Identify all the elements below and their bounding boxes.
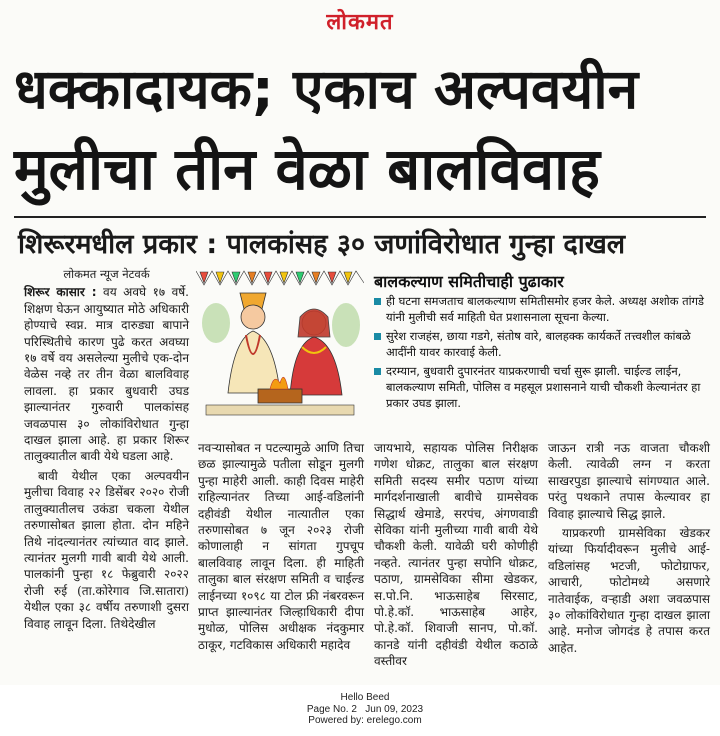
article-paragraph: जायभाये, सहायक पोलिस निरीक्षक गणेश धोक्रट, तालुका बाल संरक्षण समिती सदस्य समीर पठाण यांच्या मार्गदर्शनाखाली बावीचे ग्रामसेवक सिद्धार्थ खेमाडे, सरपंच, अंगणवाडी सेविका यांनी मुलीच्या गावी बावी येथे चौकशी केली. यावेळी घरी कोणीही नव्हते. त्यानंतर पुन्हा सपोनि धोक्रट, पठाण, ग्रामसेविका सीमा खेडकर, स.पो.नि. भाऊसाहेब सिरसाट, पो.हे.कॉ. भाऊसाहेब आहेर, पो.हे.कॉ. शिवाजी सानप, पो.कॉ. कानडे यांनी दहीवंडी येथील कठाळे वस्तीवर (374, 441, 538, 669)
list-item (374, 364, 710, 411)
page-info (10, 704, 720, 716)
edition-date: Jun 09, 2023 (365, 703, 424, 715)
article-paragraph: नवऱ्यासोबत न पटल्यामुळे आणि तिचा छळ झाल्यामुळे पतीला सोडून मुलगी पुन्हा माहेरी आली. काही दिवस माहेरी राहिल्यानंतर तिच्या आई-वडिलांनी दहीवंडी येथील नात्यातील एका तरुणासोबत ७ जून २०२३ रोजी कोणालाही न सांगता गुपचूप बालविवाह लावून दिला. ही माहिती तालुका बाल संरक्षण समिती व चाईल्ड लाईनच्या १०९८ या टोल फ्री नंबरवरून प्राप्त झाल्यानंतर जिल्हाधिकारी दीपा मुधोळ, पोलिस अधीक्षक नंदकुमार ठाकूर, गटविकास अधिकारी महादेव (198, 441, 364, 652)
paragraph-text: बावी येथील एका अल्पवयीन मुलीचा विवाह २२ डिसेंबर २०२० रोजी तालुक्यातीलच उकंडा चकला येथील तरुणासोबत झाला होता. दोन महिने तिथे नांदल्यानंतर त्यांच्यात वाद झाले. त्यानंतर मुलगी गावी बावी येथे आली. पालकांनी पुन्हा १८ फेब्रुवारी २०२२ रोजी रुई (ता.कोरेगाव जि.सातारा) येथील एका ३८ वर्षीय तरुणाशी दुसरा विवाह लावून दिला. तिथेदेखील (24, 468, 189, 631)
sidebox-title: बालकल्याण समितीचाही पुढाकार (374, 272, 564, 291)
list-item-text: दरम्यान, बुधवारी दुपारनंतर याप्रकरणाची चर्चा सुरू झाली. चाईल्ड लाईन, बालकल्याण समिती, पोलिस व महसूल प्रशासनाने याची चौकशी केल्यानंतर हा प्रकार उघड झाला. (386, 364, 701, 410)
byline: लोकमत न्यूज नेटवर्क (63, 267, 150, 281)
headline-line-2: मुलीचा तीन वेळा बालविवाह (14, 135, 600, 203)
list-item-text: ही घटना समजताच बालकल्याण समितीसमोर हजर केले. अध्यक्ष अशोक तांगडे यांनी मुलीची सर्व माहिती घेत प्रशासनाला सूचना केल्या. (386, 294, 705, 324)
masthead-logo: लोकमत (326, 9, 394, 35)
subheadline: शिरूरमधील प्रकार : पालकांसह ३० जणांविरोधात गुन्हा दाखल (18, 229, 626, 260)
headline-line-1: धक्कादायक; एकाच अल्पवयीन (14, 57, 639, 121)
list-item-text: सुरेश राजहंस, छाया गडगे, संतोष वारे, बालहक्क कार्यकर्ते तत्त्वशील कांबळे आदींनी यावर कारवाई केली. (386, 329, 691, 359)
article-column-3 (374, 440, 538, 673)
paragraph-text: वय अवघे १७ वर्षे. शिक्षण घेऊन आयुष्यात मोठे अधिकारी होण्याचे स्वप्न. मात्र दारुड्या बापाने परिस्थितीचे कारण पुढे करत अवघ्या १७ वर्षे वय असलेल्या मुलीचे एक-दोन वेळेस नव्हे तर तीन वेळा बालविवाह लावला. हा प्रकार बुधवारी उघड झाल्यानंतर गुरुवारी पालकांसह जवळपास ३० लोकांविरोधात गुन्हा दाखल झाला आहे. हा प्रकार शिरूर तालुक्यातील बावी येथे घडला आहे. (24, 285, 189, 464)
article-column-4 (548, 440, 710, 659)
article-paragraph: जाऊन रात्री नऊ वाजता चौकशी केली. त्यावेळी लग्न न करता साखरपुडा झाल्याचे सांगण्यात आले. परंतु पथकाने तपास केल्यावर हा विवाह झाल्याचे सिद्ध झाले. (548, 441, 710, 521)
wedding-illustration (196, 263, 364, 425)
edition-name: Hello Beed (340, 692, 390, 703)
headline-divider (14, 216, 706, 218)
powered-by: Powered by: erelego.com (308, 715, 422, 726)
article-paragraph: याप्रकरणी ग्रामसेविका खेडकर यांच्या फिर्यादीवरून मुलीचे आई-वडिलांसह भटजी, फोटोग्राफर, आचारी, फोटोमध्ये असणारे नातेवाईक, वऱ्हाडी अशा जवळपास ३० लोकांविरोधात गुन्हा दाखल झाला आहे. मनोज जोगदंड हे तपास करत आहेत. (548, 526, 710, 655)
article-paragraph (24, 284, 189, 464)
square-bullet-icon (374, 333, 381, 340)
article-column-2 (198, 440, 364, 656)
article-column-1 (24, 266, 189, 635)
dateline: शिरूर कासार : (24, 285, 97, 300)
square-bullet-icon (374, 298, 381, 305)
article-paragraph (24, 468, 189, 632)
sidebox-list (374, 294, 710, 415)
list-item (374, 329, 710, 360)
page-footer (0, 692, 720, 727)
list-item (374, 294, 710, 325)
square-bullet-icon (374, 368, 381, 375)
page-number: Page No. 2 (306, 703, 357, 715)
